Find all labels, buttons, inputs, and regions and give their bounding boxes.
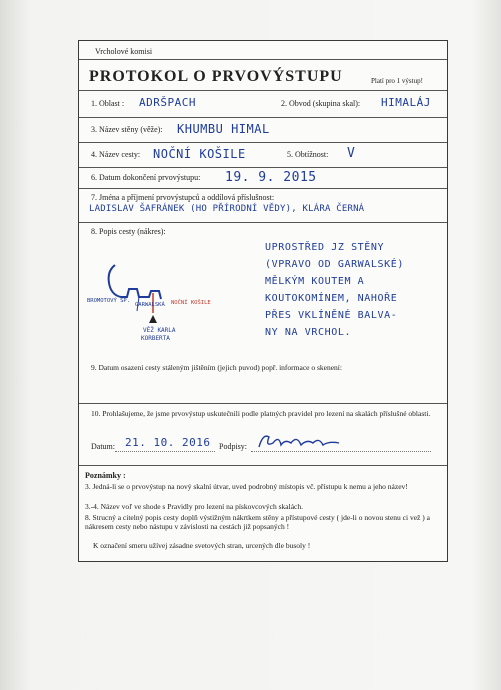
description-line: (VPRAVO OD GARWALSKÉ) [265, 259, 405, 270]
description-label: 8. Popis cesty (nákres): [91, 227, 166, 236]
divider [79, 403, 447, 404]
climbers-value: LADISLAV ŠAFRÁNEK (HO PŘÍRODNÍ VĚDY), KLÁRA ČERNÁ [89, 204, 365, 214]
divider [79, 90, 447, 91]
date-line [115, 451, 215, 452]
divider [79, 188, 447, 189]
district-value: HIMALÁJ [381, 96, 431, 109]
notes-heading: Poznámky : [85, 471, 126, 480]
sketch-label-middle: GARWALSKÁ [135, 302, 165, 308]
climbers-label: 7. Jména a příjmení prvovýstupců a oddílová příslušnost: [91, 193, 275, 202]
note-item: K označení smeru užívej zásadne svetových stran, urcených dle busoly ! [93, 541, 311, 550]
note-item: 3. Jedná-li se o prvovýstup na nový skalní útvar, uved podrobný místopis vč. přístupu k nemu a jeho název! [85, 482, 408, 491]
divider [79, 167, 447, 168]
declaration-text: 10. Prohlašujeme, že jsme prvovýstup uskutečnili podle platných pravidel pro lezení na skalách příslušné oblasti. [91, 409, 431, 418]
description-line: NY NA VRCHOL. [265, 327, 352, 338]
sketch-label-left: BROMOTOVÝ SP. [87, 298, 131, 304]
protocol-form [78, 40, 448, 562]
note-item: 3.-4. Název voľ ve shode s Pravidly pro lezení na pískovcových skalách. [85, 502, 303, 511]
valid-note: Platí pro 1 výstup! [371, 77, 423, 85]
sketch-label-right: NOČNÍ KOŠILE [171, 300, 211, 306]
description-text [265, 239, 404, 341]
divider [79, 142, 447, 143]
district-label: 2. Obvod (skupina skal): [281, 99, 361, 108]
date-label: 6. Datum dokončení prvovýstupu: [91, 173, 201, 182]
tower-marker [149, 315, 157, 323]
sketch-label-bottom: VĚŽ KARLA [143, 327, 176, 334]
form-title: PROTOKOL O PRVOVÝSTUPU [89, 68, 343, 85]
wall-value: KHUMBU HIMAL [177, 122, 270, 136]
committee-label: Vrcholové komisi [95, 47, 153, 56]
note-item: 8. Strucný a citelný popis cesty doplň výstižným nákrtkem stěny a přístupové cesty ( jde-li o novou stenu ci vež ) a nákresem cesty nebo nástupu v závislosti na cestách již popsaných ! [85, 513, 430, 531]
signatures-label: Podpisy: [219, 442, 248, 451]
area-value: ADRŠPACH [139, 96, 196, 109]
divider [79, 222, 447, 223]
area-label: 1. Oblast : [91, 99, 125, 108]
signed-date-label: Datum: [91, 442, 115, 451]
protection-label: 9. Datum osazení cesty stáleným jištěním (jejich puvod) popř. informace o skenení: [91, 363, 342, 372]
divider [79, 59, 447, 60]
divider [79, 465, 447, 466]
route-label: 4. Název cesty: [91, 150, 141, 159]
divider [79, 117, 447, 118]
signature-stroke [259, 436, 339, 447]
sketch-label-bottom2: KORBERTA [141, 335, 170, 342]
description-line: PŘES VKLÍNĚNÉ BALVA- [265, 310, 398, 321]
description-line: MĚLKÝM KOUTEM A [265, 276, 365, 287]
signed-date-value: 21. 10. 2016 [125, 436, 211, 449]
description-line: KOUTOKOMÍNEM, NAHOŘE [265, 293, 398, 304]
description-line: UPROSTŘED JZ STĚNY [265, 242, 385, 253]
difficulty-label: 5. Obtížnost: [287, 150, 329, 159]
wall-label: 3. Název stěny (věže): [91, 125, 163, 134]
difficulty-value: V [347, 146, 356, 161]
signature [255, 429, 345, 453]
date-value: 19. 9. 2015 [225, 170, 317, 185]
route-value: NOČNÍ KOŠILE [153, 147, 246, 161]
